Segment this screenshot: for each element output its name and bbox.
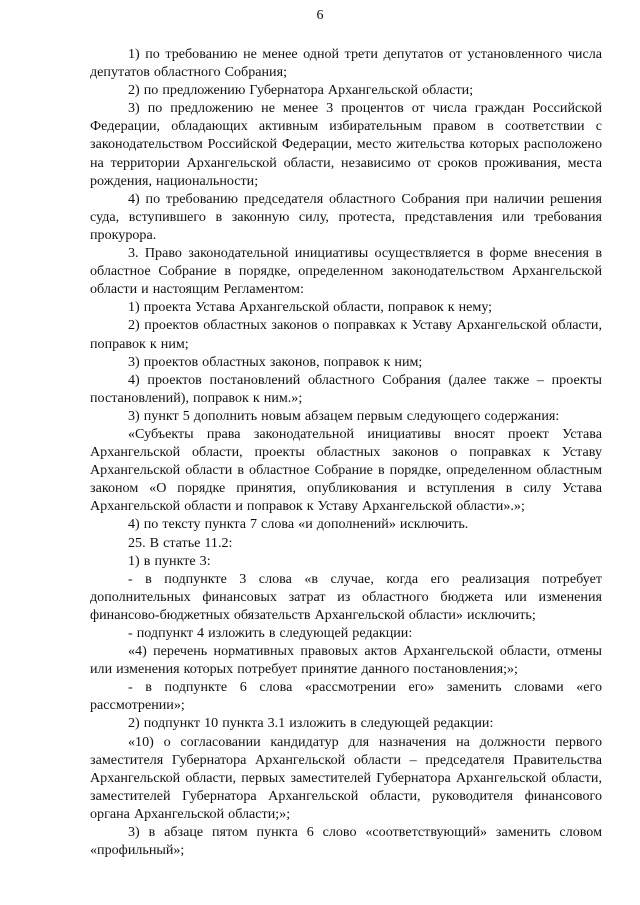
dash-subpoint-3: - в подпункте 3 слова «в случае, когда его реализация потребует дополнительных финансовых затрат из областного бюджета или изменения финансово-бюджетных обязательств Архангельской области» исключить;: [90, 570, 602, 623]
item-point-6: 3) в абзаце пятом пункта 6 слово «соответствующий» заменить словом «профильный»;: [90, 824, 602, 859]
item-subpoint-10: 2) подпункт 10 пункта 3.1 изложить в следующей редакции:: [128, 715, 494, 732]
item-regional-laws: 3) проектов областных законов, поправок к ним;: [128, 353, 423, 370]
item-citizens-proposal: 3) по предложению не менее 3 процентов от числа граждан Российской Федерации, обладающих активным избирательным правом в соответствии с законодательством Российской Федерации, место жительства которых расположено на территории Архангельской области, независимо от сроков проживания, места рождения, национальности;: [90, 100, 602, 189]
quoted-subpoint-10: «10) о согласовании кандидатур для назначения на должности первого заместителя Губернатора Архангельской области – председателя Правительства Архангельской области, первых заместителей Губернатора Архангельской области, заместителей Губернатора Архангельской области, руководителя финансового органа Архангельской области;»;: [90, 733, 602, 822]
quoted-new-paragraph: «Субъекты права законодательной инициативы вносят проект Устава Архангельской области, проекты областных законов о поправках к Уставу Архангельской области в областное Собрание в порядке, определенном областным законом «О порядке принятия, опубликования и вступления в силу Устава Архангельской области и поправок к Уставу Архангельской области».»;: [90, 425, 602, 515]
item-governor-proposal: 2) по предложению Губернатора Архангельской области;: [128, 82, 474, 99]
clause-legislative-initiative: 3. Право законодательной инициативы осуществляется в форме внесения в областное Собрание в порядке, определенном законодательством Архангельской области и настоящим Регламентом:: [90, 245, 602, 298]
item-deputies-request: 1) по требованию не менее одной трети депутатов от установленного числа депутатов областного Собрания;: [90, 46, 602, 81]
amendment-point-5: 3) пункт 5 дополнить новым абзацем первым следующего содержания:: [128, 407, 560, 424]
amendment-point-7: 4) по тексту пункта 7 слова «и дополнений» исключить.: [128, 516, 469, 533]
item-resolutions: 4) проектов постановлений областного Собрания (далее также – проекты постановлений), поправок к ним.»;: [90, 371, 602, 406]
item-point-3: 1) в пункте 3:: [128, 552, 211, 569]
dash-subpoint-6: - в подпункте 6 слова «рассмотрении его» заменить словами «его рассмотрении»;: [90, 679, 602, 714]
quoted-subpoint-4: «4) перечень нормативных правовых актов Архангельской области, отмены или изменения которых потребует принятие данного постановления;»;: [90, 643, 602, 678]
item-charter-draft: 1) проекта Устава Архангельской области, поправок к нему;: [128, 299, 493, 316]
page-number: 6: [316, 8, 324, 23]
item-chairman-request: 4) по требованию председателя областного Собрания при наличии решения суда, вступившего в законную силу, протеста, представления или требования прокурора.: [90, 190, 602, 243]
article-11-2-heading: 25. В статье 11.2:: [128, 534, 233, 551]
document-body: [90, 45, 602, 859]
item-charter-amendment-laws: 2) проектов областных законов о поправках к Уставу Архангельской области, поправок к ним;: [90, 317, 602, 352]
dash-subpoint-4: - подпункт 4 изложить в следующей редакции:: [128, 625, 413, 641]
